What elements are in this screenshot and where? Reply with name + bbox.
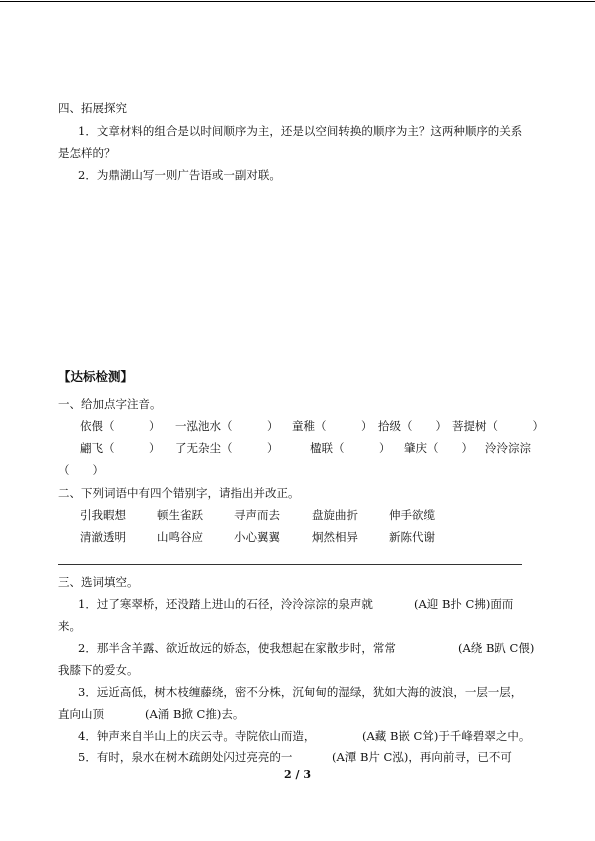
- typo-word: 新陈代谢: [389, 530, 435, 544]
- fill-q2-options: (A绕 B趴 C偎): [458, 641, 535, 655]
- pinyin-item: 菩提树（ ）: [452, 419, 544, 433]
- typo-row-1: [0, 508, 595, 523]
- fill-q4-options: (A藏 B嵌 C耸)于千峰碧翠之中。: [362, 729, 531, 743]
- fill-q4-text: 4．钟声来自半山上的庆云寺。寺院依山而造，: [78, 729, 316, 743]
- fill-q5-text: 5．有时，泉水在树木疏朗处闪过亮亮的一: [78, 750, 293, 764]
- fill-q1-text: 1．过了寒翠桥，还没踏上进山的石径，泠泠淙淙的泉声就: [78, 597, 373, 611]
- pinyin-row-2: [0, 441, 595, 456]
- typo-word: 顿生雀跃: [157, 508, 203, 522]
- typo-word: 清澈透明: [80, 530, 126, 544]
- fill-q2-cont: 我膝下的爱女。: [58, 663, 139, 677]
- fill-q3-options: (A涌 B掀 C推)去。: [145, 707, 245, 721]
- fill-q3-text: 3．远近高低，树木枝缠藤绕，密不分株，沉甸甸的湿绿，犹如大海的波浪，一层一层，: [78, 685, 523, 699]
- fill-q2-text: 2．那半含羊露、欲近故远的娇态，使我想起在家散步时，常常: [78, 641, 396, 655]
- answer-line: [58, 564, 522, 565]
- fill-q1-cont: 来。: [58, 619, 81, 633]
- typo-word: 山鸣谷应: [157, 530, 203, 544]
- pinyin-item: 童稚（ ）: [292, 419, 373, 433]
- fill-q3-cont: [0, 707, 595, 722]
- check-title: 【达标检测】: [58, 369, 134, 384]
- pinyin-item: 肇庆（ ）: [404, 441, 473, 455]
- pinyin-row-1: [0, 419, 595, 434]
- typo-word: 寻声而去: [234, 508, 280, 522]
- part3-heading: 三、选词填空。: [58, 575, 139, 589]
- pinyin-item: 依偎（ ）: [80, 419, 161, 433]
- pinyin-item: 泠泠淙淙: [485, 441, 531, 455]
- fill-q5: [0, 750, 595, 765]
- pinyin-item: 一泓池水（ ）: [175, 419, 279, 433]
- typo-word: 盘旋曲折: [312, 508, 358, 522]
- fill-q3-lead: 直向山顶: [58, 707, 104, 721]
- typo-row-2: [0, 530, 595, 545]
- pinyin-row-3: （ ）: [58, 463, 104, 477]
- pinyin-item: 了无杂尘（ ）: [175, 441, 279, 455]
- typo-word: 引我暇想: [80, 508, 126, 522]
- header-rule: [0, 1, 595, 2]
- typo-word: 炯然相异: [312, 530, 358, 544]
- section4-q1-line1: 1．文章材料的组合是以时间顺序为主，还是以空间转换的顺序为主？这两种顺序的关系: [78, 124, 523, 138]
- section4-heading: 四、拓展探究: [58, 101, 127, 115]
- typo-word: 小心翼翼: [234, 530, 280, 544]
- section4-q1-line2: 是怎样的？: [58, 146, 116, 160]
- pinyin-item: 翩飞（ ）: [80, 441, 161, 455]
- section4-q2: 2．为鼎湖山写一则广告语或一副对联。: [78, 168, 281, 182]
- pinyin-item: 楹联（ ）: [310, 441, 391, 455]
- fill-q1: [0, 597, 595, 612]
- page-number: 2 / 3: [284, 768, 311, 781]
- typo-word: 伸手欲缆: [389, 508, 435, 522]
- fill-q1-options: (A迎 B扑 C拂)面而: [414, 597, 514, 611]
- pinyin-item: 拾级（ ）: [378, 419, 447, 433]
- part2-heading: 二、下列词语中有四个错别字，请指出并改正。: [58, 486, 300, 500]
- fill-q5-options: (A潭 B片 C泓)，再向前寻，已不可: [332, 750, 512, 764]
- part1-heading: 一、给加点字注音。: [58, 397, 162, 411]
- fill-q2: [0, 641, 595, 656]
- fill-q4: [0, 729, 595, 744]
